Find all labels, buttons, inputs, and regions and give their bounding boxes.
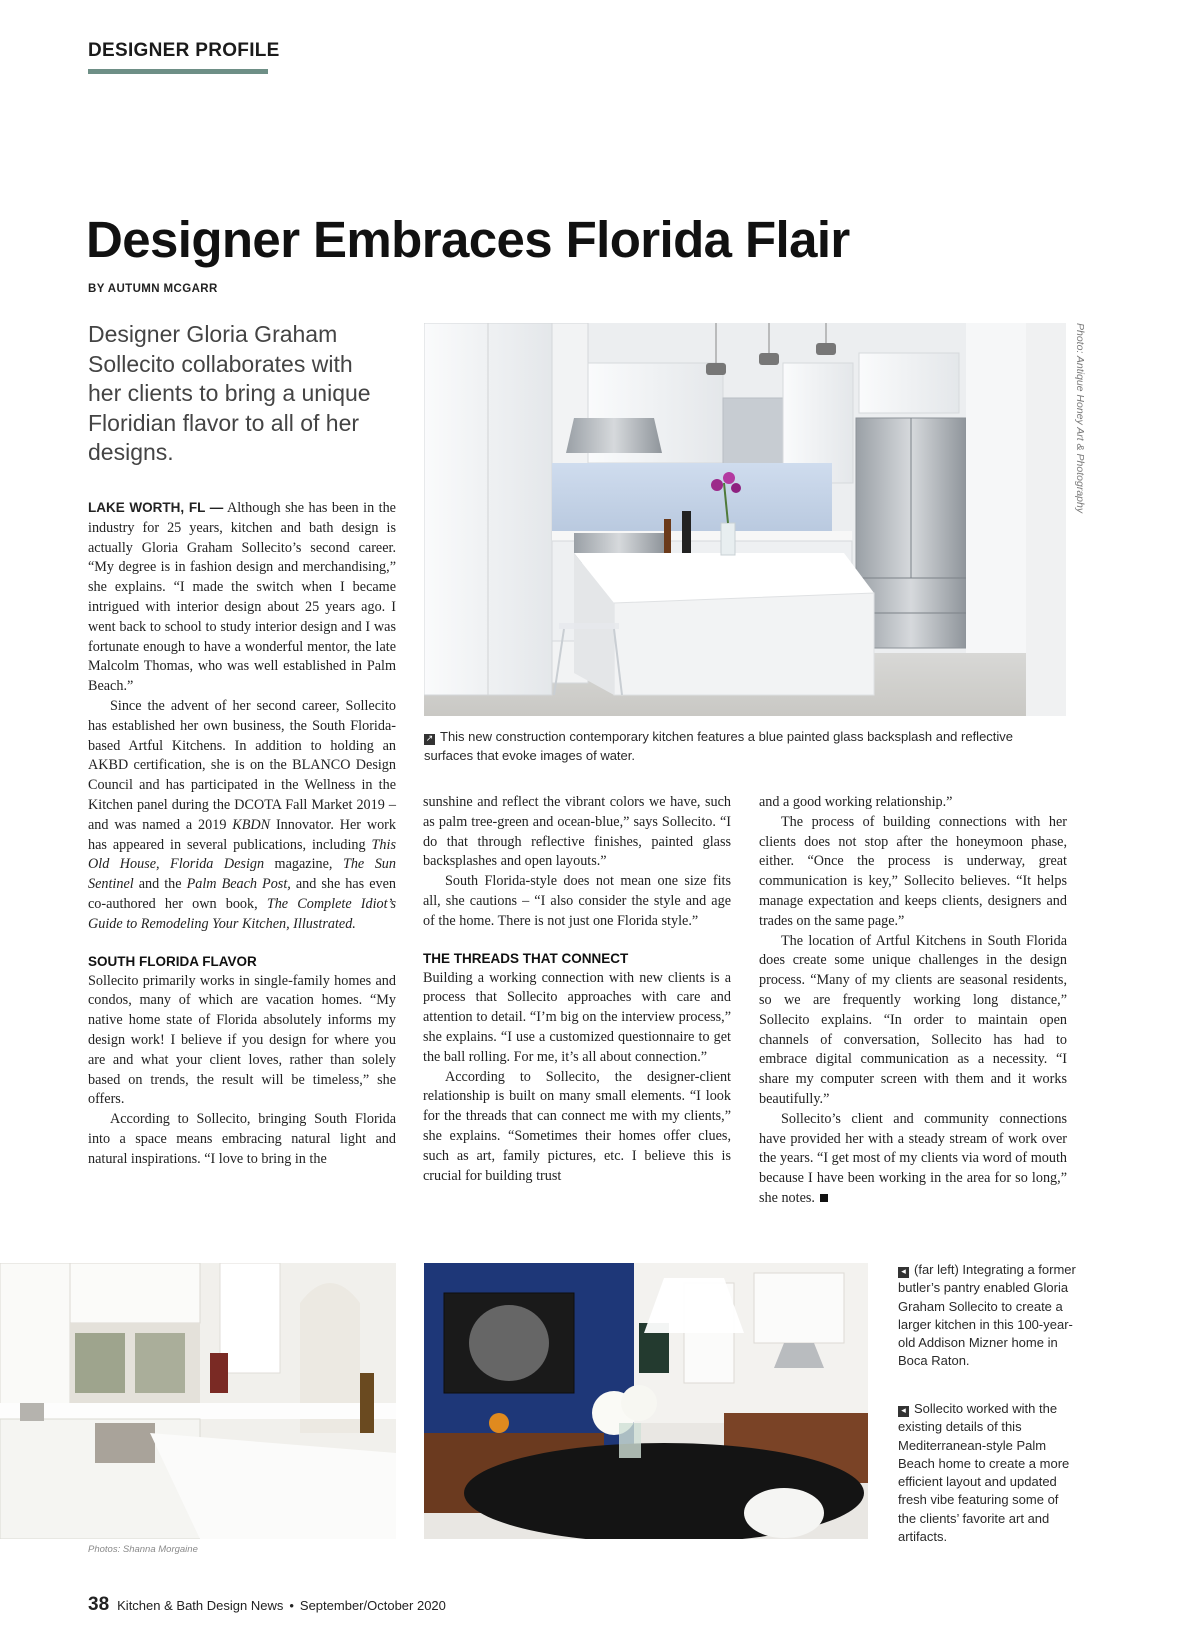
body-column-1 [88, 498, 396, 1170]
photo-contemporary-kitchen [424, 323, 1066, 716]
blue-wall-kitchen-illustration [424, 1263, 868, 1539]
paragraph: South Florida-style does not mean one size fits all, she cautions – “I also consider the style and age of the home. There is not just one Florida style.” [423, 873, 731, 929]
photo-boca-raton-kitchen [0, 1263, 396, 1539]
paragraph [759, 1110, 1067, 1209]
paragraph-text: and she has even co-authored her own book, [88, 876, 396, 912]
paragraph [88, 697, 396, 935]
arrow-up-right-icon: ↗ [425, 734, 434, 744]
book-title: The Complete Idiot’s Guide to Remodeling Your Kitchen, Illustrated. [88, 895, 396, 932]
paragraph-text: Although she has been in the industry for 25 years, kitchen and bath design is actually Gloria Graham Sollecito’s second career. “My degree is in fashion design and merchandising,” she explains. “I made the switch when I became intrigued with interior design about 25 years ago. I went back to school to study interior design and I was fortunate enough to have a wonderful mentor, the late Malcolm Thomas, who was well established in Palm Beach.” [88, 500, 396, 695]
photo-credit-main [1073, 323, 1087, 514]
subhead-threads-that-connect: THE THREADS THAT CONNECT [423, 950, 629, 966]
caption-left-photo [898, 1261, 1078, 1371]
section-label: DESIGNER PROFILE [88, 40, 280, 61]
caption-text: This new construction contemporary kitchen features a blue painted glass backsplash and reflective surfaces that evoke images of water. [424, 729, 1014, 763]
publication-name: This Old House, Florida Design [88, 836, 396, 873]
caption-text: (far left) Integrating a former butler’s pantry enabled Gloria Graham Sollecito to create a larger kitchen in this 100-year-old Addison Mizner home in Boca Raton. [898, 1262, 1076, 1369]
page-footer [88, 1594, 446, 1616]
end-square-icon [820, 1194, 828, 1202]
article-title: Designer Embraces Florida Flair [86, 211, 850, 268]
byline: BY AUTUMN MCGARR [88, 283, 218, 295]
issue-date: September/October 2020 [299, 1598, 446, 1613]
white-kitchen-illustration [0, 1263, 396, 1539]
paragraph-text: Sollecito’s client and community connections have provided her with a steady stream of work over the years. “I get most of my clients via word of mouth because I have been working in the area for so long,” she notes. [759, 1110, 1067, 1206]
paragraph-text: magazine, [264, 856, 343, 873]
paragraph: The location of Artful Kitchens in South Florida does create some unique challenges in the design process. “Many of my clients are seasonal residents, so we are frequently working long distance,” Sollecito explains. “In order to maintain open channels of conversation, Sollecito has had to embrace digital communication as a necessity. “I share my computer screen with them and it works beautifully.” [759, 932, 1067, 1107]
paragraph: The process of building connections with her clients does not stop after the honeymoon phase, either. “Once the process is underway, great communication is key,” Sollecito believes. “It helps manage expectation and keeps clients, designers and trades on the same page.” [759, 813, 1067, 929]
arrow-left-icon: ◂ [898, 1267, 909, 1278]
caption-text: Sollecito worked with the existing details of this Mediterranean-style Palm Beach home to create a more efficient layout and updated fresh vibe featuring some of the clients’ favorite art and artifacts. [898, 1401, 1070, 1545]
photo-credit-text: Photo: Antique Honey Art & Photography [1074, 323, 1086, 514]
publication-name: KBDN [232, 816, 271, 833]
footer-separator: • [289, 1598, 294, 1613]
body-column-3 [759, 793, 1067, 1209]
page-number: 38 [88, 1594, 110, 1615]
paragraph [88, 498, 396, 697]
arrow-left-icon: ◂ [898, 1406, 909, 1417]
photo-credit-bottom: Photos: Shanna Morgaine [88, 1544, 198, 1555]
paragraph: According to Sollecito, the designer-client relationship is built on many small elements. “I look for the threads that can connect me with my clients,” she explains. “Sometimes their homes offer clues, such as art, family pictures, etc. I believe this is crucial for building trust [423, 1068, 731, 1184]
paragraph-text: Innovator. Her work has appeared in several publications, including [88, 816, 396, 853]
paragraph: According to Sollecito, bringing South Florida into a space means embracing natural light and natural inspirations. “I love to bring in the [88, 1111, 396, 1167]
paragraph-text: and the [133, 876, 187, 893]
caption-middle-photo [898, 1400, 1078, 1546]
publication-name: The Sun Sentinel [88, 856, 396, 893]
caption-main-photo [424, 728, 1064, 765]
publication-name: Kitchen & Bath Design News [117, 1598, 284, 1613]
paragraph: Building a working connection with new clients is a process that Sollecito approaches with care and attention to detail. “I’m big on the interview process,” she explains. “I use a customized questionnaire to get the ball rolling. For me, it’s all about connection.” [423, 969, 731, 1065]
publication-name: Palm Beach Post, [186, 876, 291, 893]
paragraph-text: Since the advent of her second career, Sollecito has established her own business, the South Florida-based Artful Kitchens. In addition to holding an AKBD certification, she is on the BLANCO Design Council and has participated in the Wellness in the Kitchen panel during the DCOTA Fall Market 2019 – and was named a 2019 [88, 697, 396, 833]
section-rule [88, 69, 268, 74]
paragraph: Sollecito primarily works in single-family homes and condos, many of which are vacation homes. “My native home state of Florida absolutely informs my design work! I believe if you design for where you are and what your client loves, rather than solely based on trends, the result will be timeless,” she offers. [88, 972, 396, 1108]
photo-palm-beach-kitchen [424, 1263, 868, 1539]
dateline: LAKE WORTH, FL — [88, 500, 224, 515]
kitchen-illustration [424, 323, 1066, 716]
article-deck: Designer Gloria Graham Sollecito collaborates with her clients to bring a unique Floridian flavor to all of her designs. [88, 321, 371, 465]
body-column-2 [423, 793, 731, 1186]
paragraph-continued: and a good working relationship.” [759, 794, 953, 810]
subhead-south-florida-flavor: SOUTH FLORIDA FLAVOR [88, 953, 257, 969]
paragraph-continued: sunshine and reflect the vibrant colors we have, such as palm tree-green and ocean-blue,” says Sollecito. “I do that through reflective finishes, painted glass backsplashes and open layouts.” [423, 794, 731, 870]
